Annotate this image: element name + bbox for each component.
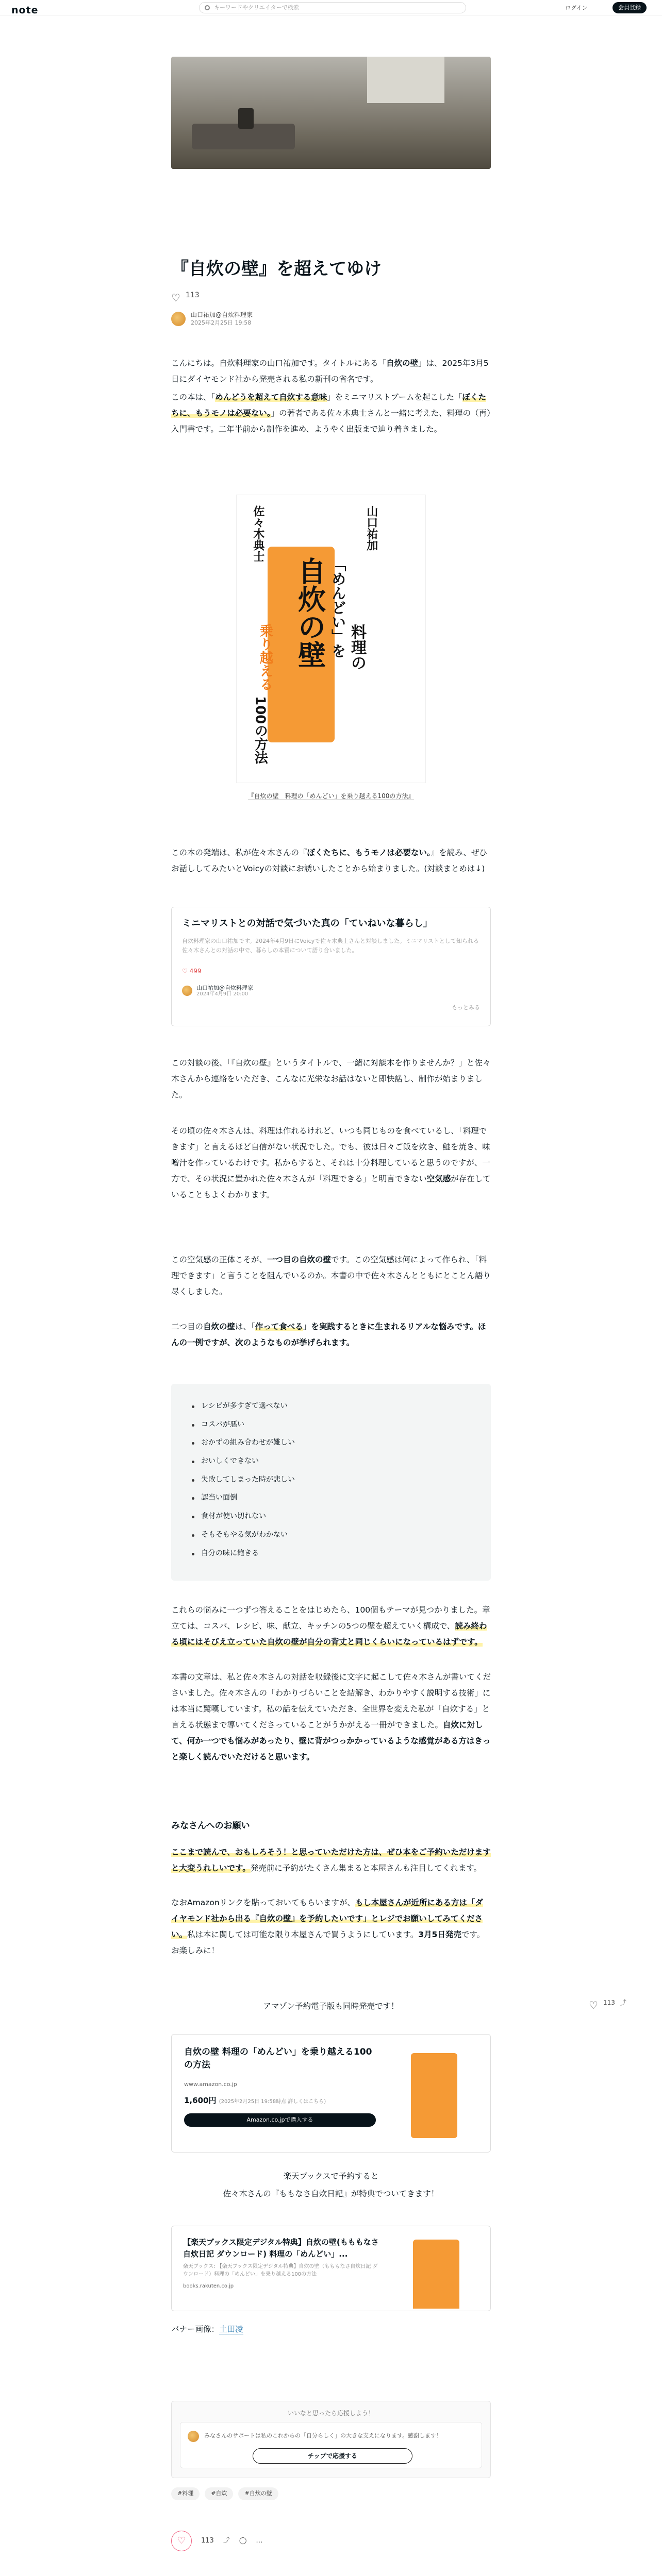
tag-list: [171, 2487, 278, 2500]
heart-icon[interactable]: [589, 1998, 598, 2007]
book-thumbnail: [395, 2043, 478, 2146]
author-name[interactable]: 山口祐加@自炊料理家: [191, 311, 253, 318]
embed-more-link[interactable]: もっとみる: [452, 1004, 480, 1011]
note-logo[interactable]: note: [11, 5, 39, 16]
avatar[interactable]: [171, 312, 186, 326]
book-cover-image: 山口祐加 佐々木典士 料理の 自炊の壁 「めんどい」を 乗り越える 100の方法: [236, 495, 426, 783]
login-link[interactable]: ログイン: [565, 5, 588, 11]
section-heading: みなさんへのお願い: [171, 1821, 250, 1831]
share-icon[interactable]: ⤴: [223, 2536, 230, 2545]
paragraph: こんにちは。自炊料理家の山口祐加です。タイトルにある「自炊の壁」は、2025年3月5日にダイヤモンド社から発売される私の新刊の省名です。: [171, 359, 489, 384]
floating-like[interactable]: ♡ 113 ⤴: [589, 1997, 626, 2009]
article-title: 『自炊の壁』を超えてゆけ: [171, 259, 382, 279]
amazon-link-card[interactable]: 自炊の壁 料理の「めんどい」を乗り越える100の方法 www.amazon.co.jp 1,600円 (2025年2月25日 19:58時点 詳しくはこちら) Amazon.co.jpで購入する: [171, 2034, 491, 2153]
paragraph: なおAmazonリンクを貼っておいてもらいますが、もし本屋さんが近所にある方は「ダイヤモンド社から出る『自炊の壁』を予約したいです」とレジでお願いしてみてください。私は本に関しては可能な限り本屋さんで買うようにしています。3月5日発売です。お楽しみに！: [171, 1898, 485, 1955]
paragraph: その頃の佐々木さんは、料理は作れるけれど、いつも同じものを食べているし、「料理できます」と言えるほど自信がない状況でした。でも、彼は日々ご飯を炊き、鮭を焼き、味噌汁を作っているわけです。私からすると、それは十分料理していると思うのですが、一方で、その状況に置かれた佐々木さんが「料理できる」と明言できない空気感が存在していることもよくわかります。: [171, 1126, 491, 1199]
avatar: [188, 2431, 199, 2442]
tag[interactable]: #自炊: [205, 2487, 233, 2500]
like-count[interactable]: ♡ 113: [171, 289, 200, 302]
more-icon[interactable]: …: [256, 2536, 263, 2545]
hero-image: [171, 57, 491, 169]
rakuten-heading-1: 楽天ブックスで予約すると: [283, 2172, 379, 2181]
search-input[interactable]: キーワードやクリエイターで検索: [199, 2, 466, 13]
comment-icon[interactable]: ◯: [239, 2536, 247, 2545]
credit-link[interactable]: 土田凌: [219, 2325, 243, 2334]
like-button[interactable]: ♡: [171, 2531, 192, 2551]
paragraph: これらの悩みに一つずつ答えることをはじめたら、100個もテーマが見つかりました。章立ては、コスパ、レシピ、味、献立、キッチンの5つの壁を超えていく構成で、読み終わる頃にはそびえ立っていた自炊の壁が自分の背丈と同じくらいになっているはずです。: [171, 1605, 490, 1647]
tag[interactable]: #自炊の壁: [238, 2487, 278, 2500]
heart-icon[interactable]: [171, 291, 180, 299]
tip-button[interactable]: チップで応援する: [253, 2448, 412, 2464]
worry-list: レシピが多すぎて選べない コスパが悪い おかずの組み合わせが難しい おいしくできない 失敗してしまった時が悲しい 認当い面倒 食材が使い切れない そもそもやる気がわかない 自分の味に飽きる: [171, 1384, 491, 1581]
paragraph: この本の発端は、私が佐々木さんの『ぼくたちに、もうモノは必要ない。』を読み、ぜひお話ししてみたいとVoicyの対談にお誘いしたことから始まりました。(対談まとめは↓): [171, 848, 488, 873]
paragraph: 二つ目の自炊の壁は、「作って食べる」を実践するときに生まれるリアルな悩みです。ほんの一例ですが、次のようなものが挙げられます。: [171, 1322, 486, 1347]
paragraph: 本書の文章は、私と佐々木さんの対話を収録後に文字に起こして佐々木さんが書いてくださいました。佐々木さんの「わかりづらいことを結解き、わかりやすく説明する技術」には本当に驚嘆しています。私の話を伝えていただき、全世界を変えた私が「自炊する」と言える状態まで導いてくださっていることがうかがえる一冊ができました。自炊に対して、何か一つでも悩みがあったり、壁に背がつっかかっているような感覚がある方はきっと楽しく読んでいただけると思います。: [171, 1672, 491, 1761]
paragraph: ここまで読んで、おもしろそう！と思っていただけた方は、ぜひ本をご予約いただけますと大変うれしいです。発売前に予約がたくさん集まると本屋さんも注目してくれます。: [171, 1848, 491, 1873]
support-box: いいなと思ったら応援しよう！ みなさんのサポートは私のこれからの「自分らしく」の大きな支えになります。感謝します！ チップで応援する: [171, 2401, 491, 2478]
embed-likes: ♡ 499: [182, 968, 202, 975]
signup-button[interactable]: 会員登録: [613, 2, 647, 13]
banner-credit: バナー画像：土田凌: [171, 2325, 243, 2334]
author-block[interactable]: [171, 311, 253, 327]
rakuten-heading-2: 佐々木さんの『ももなさ自炊日記』が特典でついてきます！: [223, 2189, 439, 2198]
rakuten-link-card[interactable]: 【楽天ブックス限定デジタル特典】自炊の壁(もももなさ自炊日記 ダウンロード) 料理の「めんどい」... 楽天ブックス: 【楽天ブックス限定デジタル特典】自炊の壁（もももなさ自炊日記 ダウンロード）料理の「めんどい」を乗り越える100の方法 books.rakuten.co.jp: [171, 2226, 491, 2311]
search-icon: [205, 5, 210, 10]
book-thumbnail: [398, 2229, 480, 2309]
tag[interactable]: #料理: [171, 2487, 200, 2500]
paragraph: この空気感の正体こそが、一つ目の自炊の壁です。この空気感は何によって作られ、「料理できます」と言うことを阻んでいるのか。本書の中で佐々木さんとともにとことん語り尽くしました。: [171, 1255, 491, 1296]
avatar: [182, 986, 192, 996]
action-bar: ♡ 113 ⤴ ◯ …: [171, 2531, 262, 2551]
embedded-article-card[interactable]: ミニマリストとの対話で気づいた真の「ていねいな暮らし」 自炊料理家の山口祐加です。2024年4月9日にVoicyで佐々木典士さんと対談しました。ミニマリストとして知られる佐々木さんとの対話の中で、暮らしの本質について語り合いました。 ♡ 499 山口祐加@自炊料理家 2024年4月9日 20:00 もっとみる: [171, 907, 491, 1026]
image-caption: 『自炊の壁 料理の「めんどい」を乗り越える100の方法』: [247, 792, 415, 800]
top-header: [0, 0, 662, 15]
amazon-heading: アマゾン予約電子版も同時発売です！: [263, 2002, 399, 2011]
paragraph: この対談の後、「『自炊の壁』というタイトルで、一緒に対談本を作りませんか？」と佐々木さんから連絡をいただき、こんなに光栄なお話はないと即快諾し、制作が始まりました。: [171, 1058, 491, 1099]
paragraph: この本は、「めんどうを超えて自炊する意味」をミニマリストブームを起こした「ぼくたちに、もうモノは必要ない。」の著者である佐々木典士さんと一緒に考えた、料理の（再）入門書です。二年半前から制作を進め、ようやく出版まで辿り着きました。: [171, 393, 491, 434]
share-icon[interactable]: ⤴: [620, 1999, 626, 2006]
post-date: 2025年2月25日 19:58: [191, 319, 252, 326]
amazon-buy-button[interactable]: Amazon.co.jpで購入する: [184, 2113, 376, 2127]
